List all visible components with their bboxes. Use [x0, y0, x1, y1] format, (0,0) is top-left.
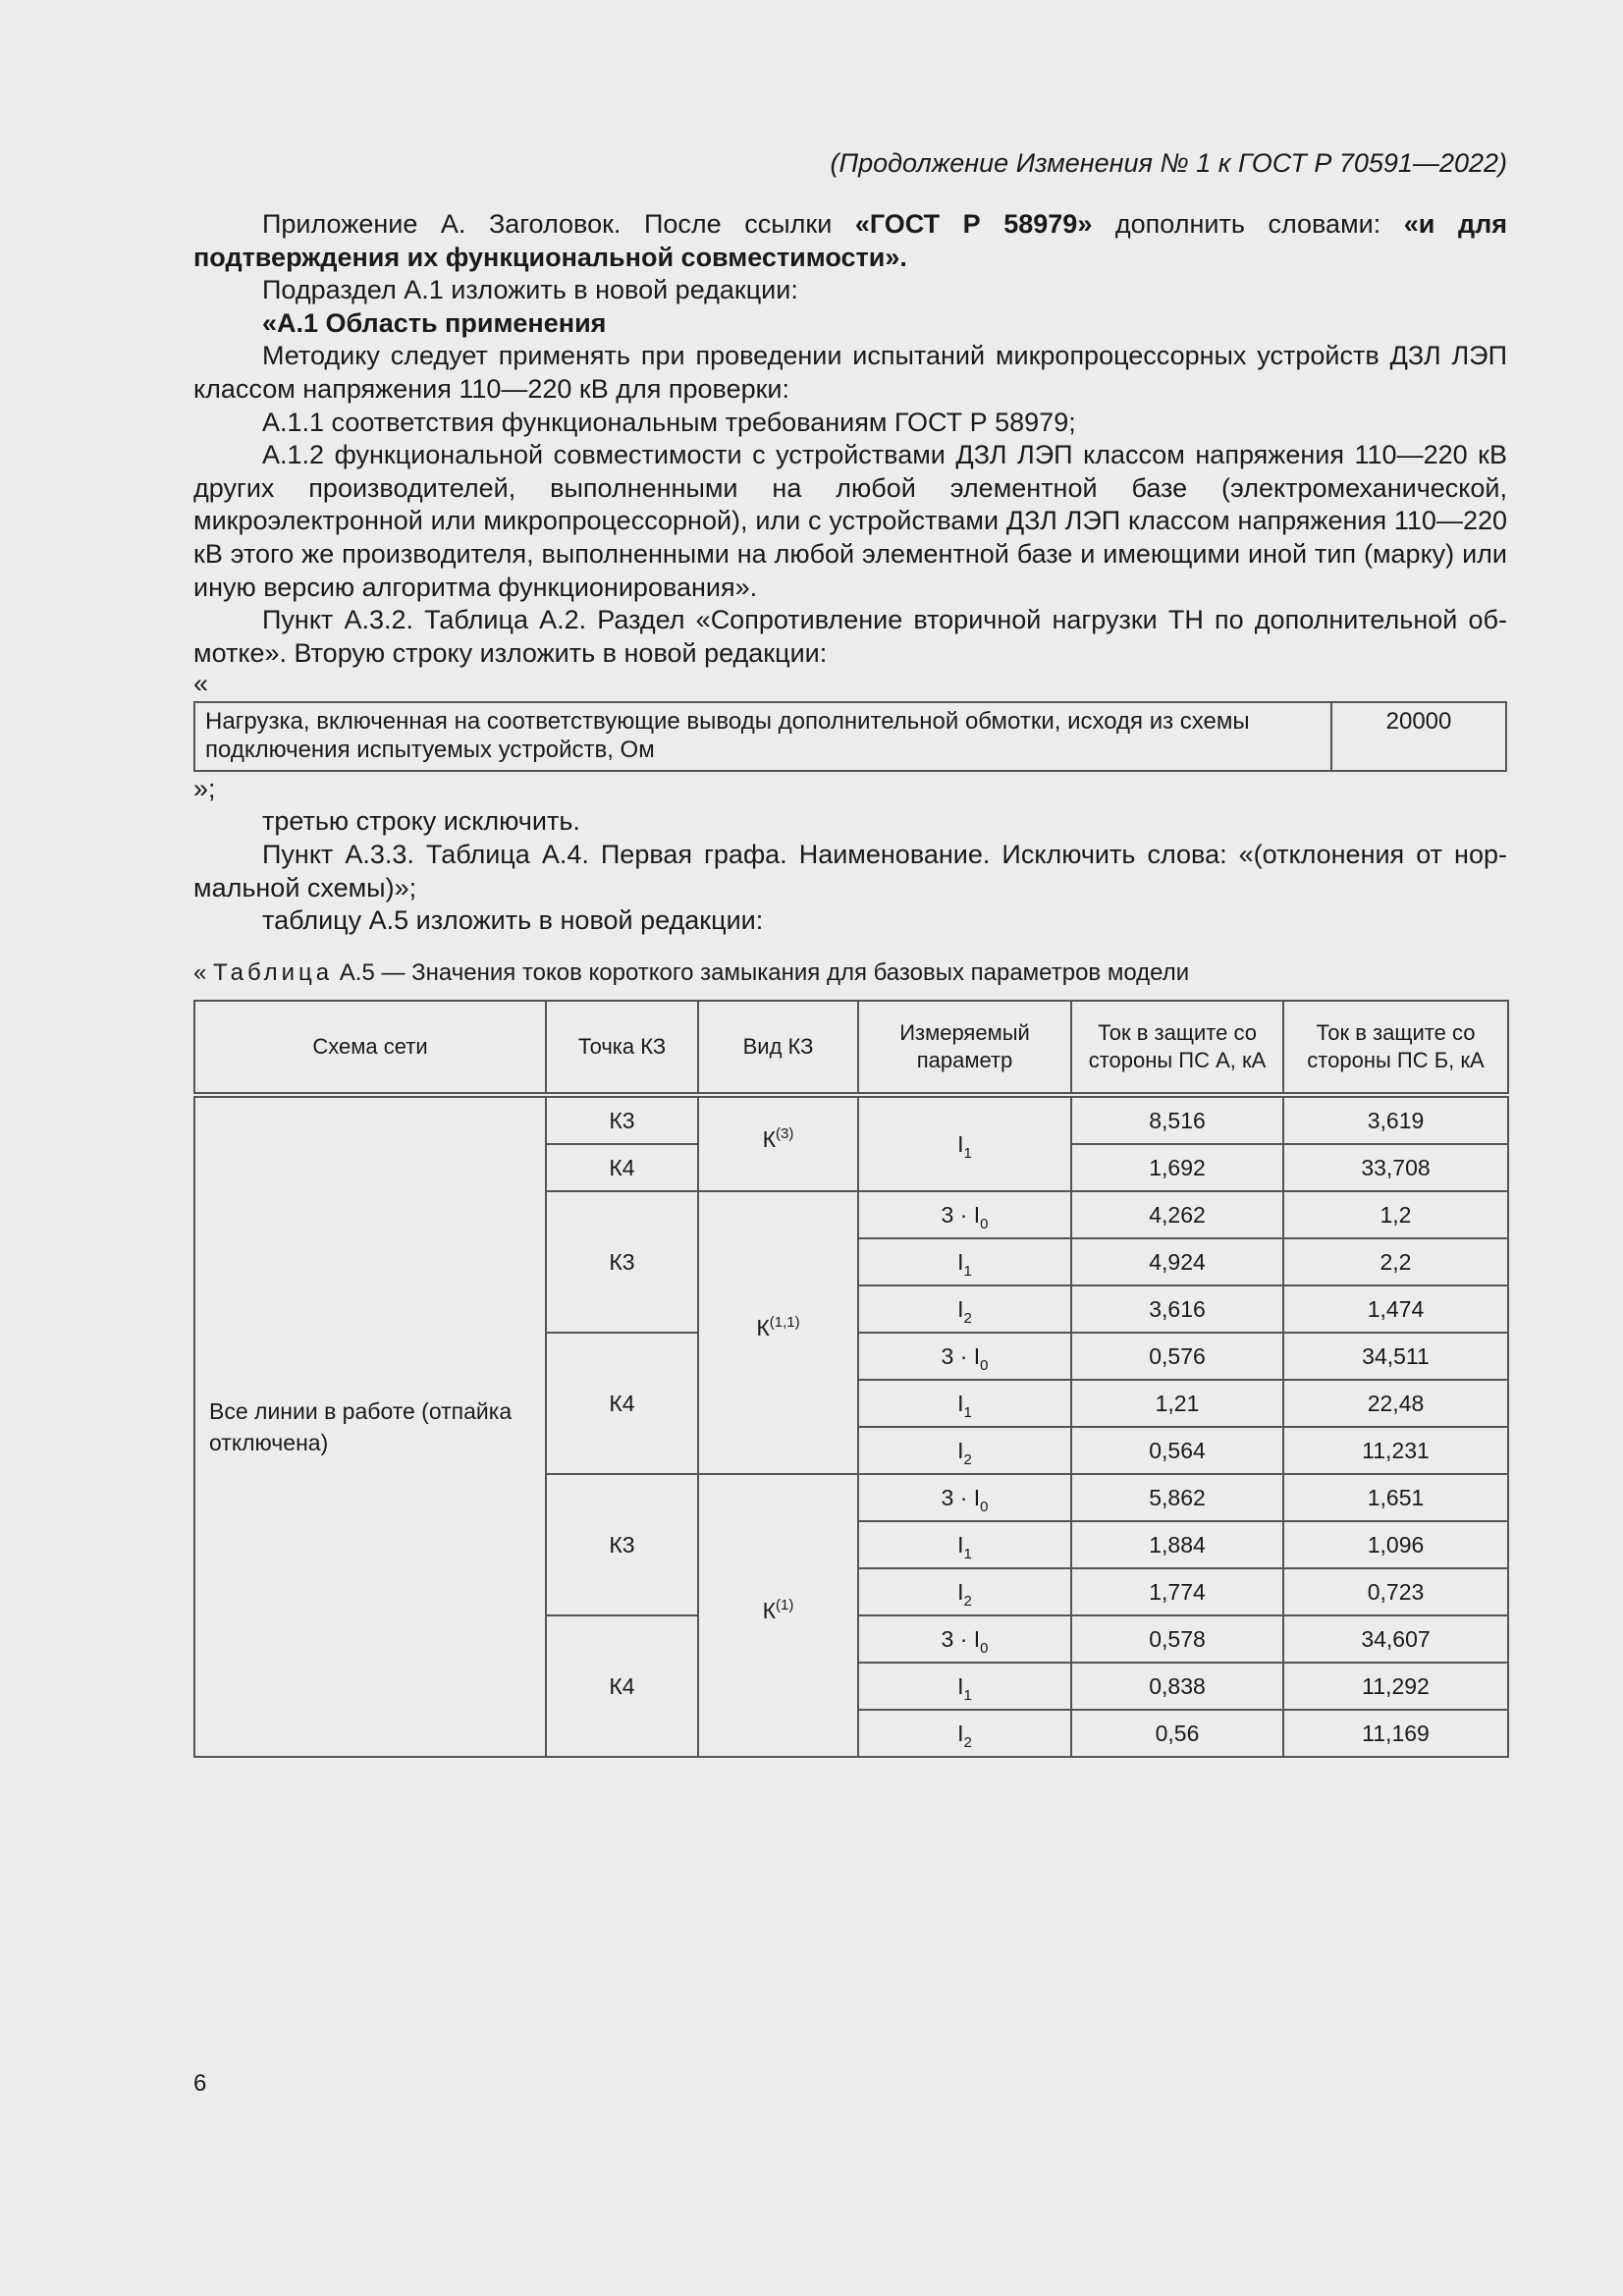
kind-base: К [762, 1597, 777, 1623]
scheme-cell: Все линии в работе (отпайка отключена) [194, 1095, 546, 1757]
param-base: I [957, 1531, 964, 1558]
kind-base: К [762, 1125, 777, 1152]
current-a-cell: 5,862 [1071, 1474, 1283, 1521]
quote-close: »; [193, 774, 216, 804]
current-a-cell: 0,578 [1071, 1615, 1283, 1663]
paragraph-a32: Пункт А.3.2. Таблица А.2. Раздел «Сопротивление вторичной нагрузки ТН по дополнительной обмотке». Вторую строку изложить в новой редакции: [193, 605, 1507, 668]
current-b-cell: 11,292 [1283, 1663, 1508, 1710]
current-b-cell: 22,48 [1283, 1380, 1508, 1427]
kind-base: К [756, 1314, 770, 1340]
param-cell [858, 1427, 1071, 1474]
param-cell [858, 1663, 1071, 1710]
kind-cell [698, 1474, 858, 1757]
param-cell [858, 1568, 1071, 1615]
current-a-cell: 0,838 [1071, 1663, 1283, 1710]
param-cell [858, 1474, 1071, 1521]
table-row [194, 1095, 1508, 1144]
point-cell: К4 [546, 1333, 698, 1474]
param-base: I [957, 1390, 964, 1416]
paragraph-method: Методику следует применять при проведении испытаний микропроцессорных устройств ДЗЛ ЛЭП классом напряжения 110—220 кВ для проверки: [193, 341, 1507, 404]
running-header: (Продолжение Изменения № 1 к ГОСТ Р 70591—2022) [830, 148, 1507, 178]
current-b-cell: 1,2 [1283, 1191, 1508, 1238]
current-b-cell: 1,096 [1283, 1521, 1508, 1568]
section-heading: «А.1 Область применения [262, 307, 607, 338]
p1-pre: Приложение А. Заголовок. После ссылки [262, 209, 855, 239]
paragraph-appendix-title [193, 208, 1507, 274]
current-b-cell: 0,723 [1283, 1568, 1508, 1615]
current-a-cell: 0,576 [1071, 1333, 1283, 1380]
current-a-cell: 4,924 [1071, 1238, 1283, 1285]
current-b-cell: 3,619 [1283, 1095, 1508, 1144]
current-a-cell: 4,262 [1071, 1191, 1283, 1238]
table-a2-value: 20000 [1331, 702, 1506, 771]
document-body [193, 208, 1507, 1758]
current-a-cell: 0,564 [1071, 1427, 1283, 1474]
gost-reference: «ГОСТ Р 58979» [854, 209, 1093, 239]
param-cell [858, 1615, 1071, 1663]
added-words: «и для подтверждения их функциональной совместимости». [193, 209, 1507, 272]
current-b-cell: 1,474 [1283, 1285, 1508, 1333]
param-base: I [973, 1625, 981, 1652]
kind-cell [698, 1191, 858, 1474]
param-base: I [957, 1295, 964, 1322]
quote-open: « [193, 669, 209, 699]
param-base: I [957, 1578, 964, 1605]
param-base: I [957, 1672, 964, 1699]
param-cell [858, 1095, 1071, 1191]
paragraph-subsection: Подраздел А.1 изложить в новой редакции: [262, 275, 798, 305]
current-a-cell: 1,692 [1071, 1144, 1283, 1191]
param-sub: 0 [980, 1215, 989, 1232]
param-base: I [957, 1437, 964, 1463]
current-b-cell: 11,169 [1283, 1710, 1508, 1757]
param-sub: 0 [980, 1639, 989, 1657]
table-header-row [194, 1001, 1508, 1095]
current-a-cell: 1,21 [1071, 1380, 1283, 1427]
param-sub: 2 [963, 1733, 972, 1751]
paragraph-third-row: третью строку исключить. [262, 806, 580, 837]
paragraph-table-a5: таблицу А.5 изложить в новой редакции: [262, 905, 764, 936]
current-a-cell: 1,774 [1071, 1568, 1283, 1615]
kind-cell [698, 1095, 858, 1191]
current-a-cell: 0,56 [1071, 1710, 1283, 1757]
paragraph-a12: А.1.2 функциональной совместимости с устройствами ДЗЛ ЛЭП классом напряжения 110—220 кВ других производителей, выполненными на любой элементной базе (электромеханической, микроэлектронной или микропроцессорной), или с устройствами ДЗЛ ЛЭП классом напряжения 110—220 кВ этого же производителя, выполненными на любой элементной базе и имеющими иной тип (марку) или иную версию алгоритма функционирования». [193, 440, 1507, 602]
table-a5-caption [193, 957, 1507, 989]
param-cell [858, 1333, 1071, 1380]
caption-quote: « [193, 958, 214, 986]
param-base: I [973, 1484, 981, 1510]
table-a5 [193, 1000, 1509, 1758]
param-cell [858, 1710, 1071, 1757]
param-cell [858, 1521, 1071, 1568]
page-number: 6 [193, 2070, 207, 2097]
param-cell [858, 1238, 1071, 1285]
paragraph-a11: А.1.1 соответствия функциональным требованиям ГОСТ Р 58979; [262, 407, 1076, 437]
param-pre: 3 · [941, 1201, 974, 1228]
param-cell [858, 1380, 1071, 1427]
param-sub: 2 [963, 1592, 972, 1610]
param-base: I [973, 1201, 981, 1228]
param-sub: 2 [963, 1309, 972, 1327]
table-row [194, 702, 1506, 771]
param-base: I [973, 1342, 981, 1369]
header-kind: Вид КЗ [698, 1001, 858, 1095]
param-cell [858, 1191, 1071, 1238]
header-point: Точка КЗ [546, 1001, 698, 1095]
current-b-cell: 1,651 [1283, 1474, 1508, 1521]
point-cell: К3 [546, 1095, 698, 1144]
param-sub: 1 [963, 1262, 972, 1280]
table-a2-row [193, 701, 1507, 772]
caption-word: Таблица [213, 958, 334, 986]
current-a-cell: 1,884 [1071, 1521, 1283, 1568]
param-pre: 3 · [941, 1484, 974, 1510]
point-cell: К3 [546, 1474, 698, 1615]
header-scheme: Схема сети [194, 1001, 546, 1095]
param-sub: 0 [980, 1498, 989, 1515]
param-pre: 3 · [941, 1342, 974, 1369]
param-sub: 1 [963, 1144, 972, 1162]
header-current-b: Ток в защите со стороны ПС Б, кА [1283, 1001, 1508, 1095]
param-base: I [957, 1720, 964, 1746]
param-sub: 2 [963, 1450, 972, 1468]
param-sub: 1 [963, 1545, 972, 1562]
header-param: Измеряемый параметр [858, 1001, 1071, 1095]
param-cell [858, 1285, 1071, 1333]
point-cell: К3 [546, 1191, 698, 1333]
current-a-cell: 8,516 [1071, 1095, 1283, 1144]
current-b-cell: 11,231 [1283, 1427, 1508, 1474]
kind-sup: (1,1) [769, 1313, 800, 1331]
current-b-cell: 2,2 [1283, 1238, 1508, 1285]
current-a-cell: 3,616 [1071, 1285, 1283, 1333]
point-cell: К4 [546, 1144, 698, 1191]
kind-sup: (1) [776, 1596, 794, 1613]
kind-sup: (3) [776, 1124, 794, 1142]
current-b-cell: 34,607 [1283, 1615, 1508, 1663]
param-sub: 0 [980, 1356, 989, 1374]
caption-text: А.5 — Значения токов короткого замыкания для базовых параметров модели [333, 958, 1190, 986]
param-base: I [957, 1130, 964, 1157]
p1-mid: дополнить словами: [1092, 209, 1404, 239]
param-pre: 3 · [941, 1625, 974, 1652]
current-b-cell: 34,511 [1283, 1333, 1508, 1380]
paragraph-a33: Пункт А.3.3. Таблица А.4. Первая графа. Наименование. Исключить слова: «(отклонения от нормальной схемы)»; [193, 839, 1507, 902]
current-b-cell: 33,708 [1283, 1144, 1508, 1191]
header-current-a: Ток в защите со стороны ПС А, кА [1071, 1001, 1283, 1095]
param-base: I [957, 1248, 964, 1275]
param-sub: 1 [963, 1686, 972, 1704]
param-sub: 1 [963, 1403, 972, 1421]
point-cell: К4 [546, 1615, 698, 1757]
table-a2-label: Нагрузка, включенная на соответствующие выводы дополнительной обмотки, исходя из схемы подключения испытуемых устройств, Ом [194, 702, 1331, 771]
